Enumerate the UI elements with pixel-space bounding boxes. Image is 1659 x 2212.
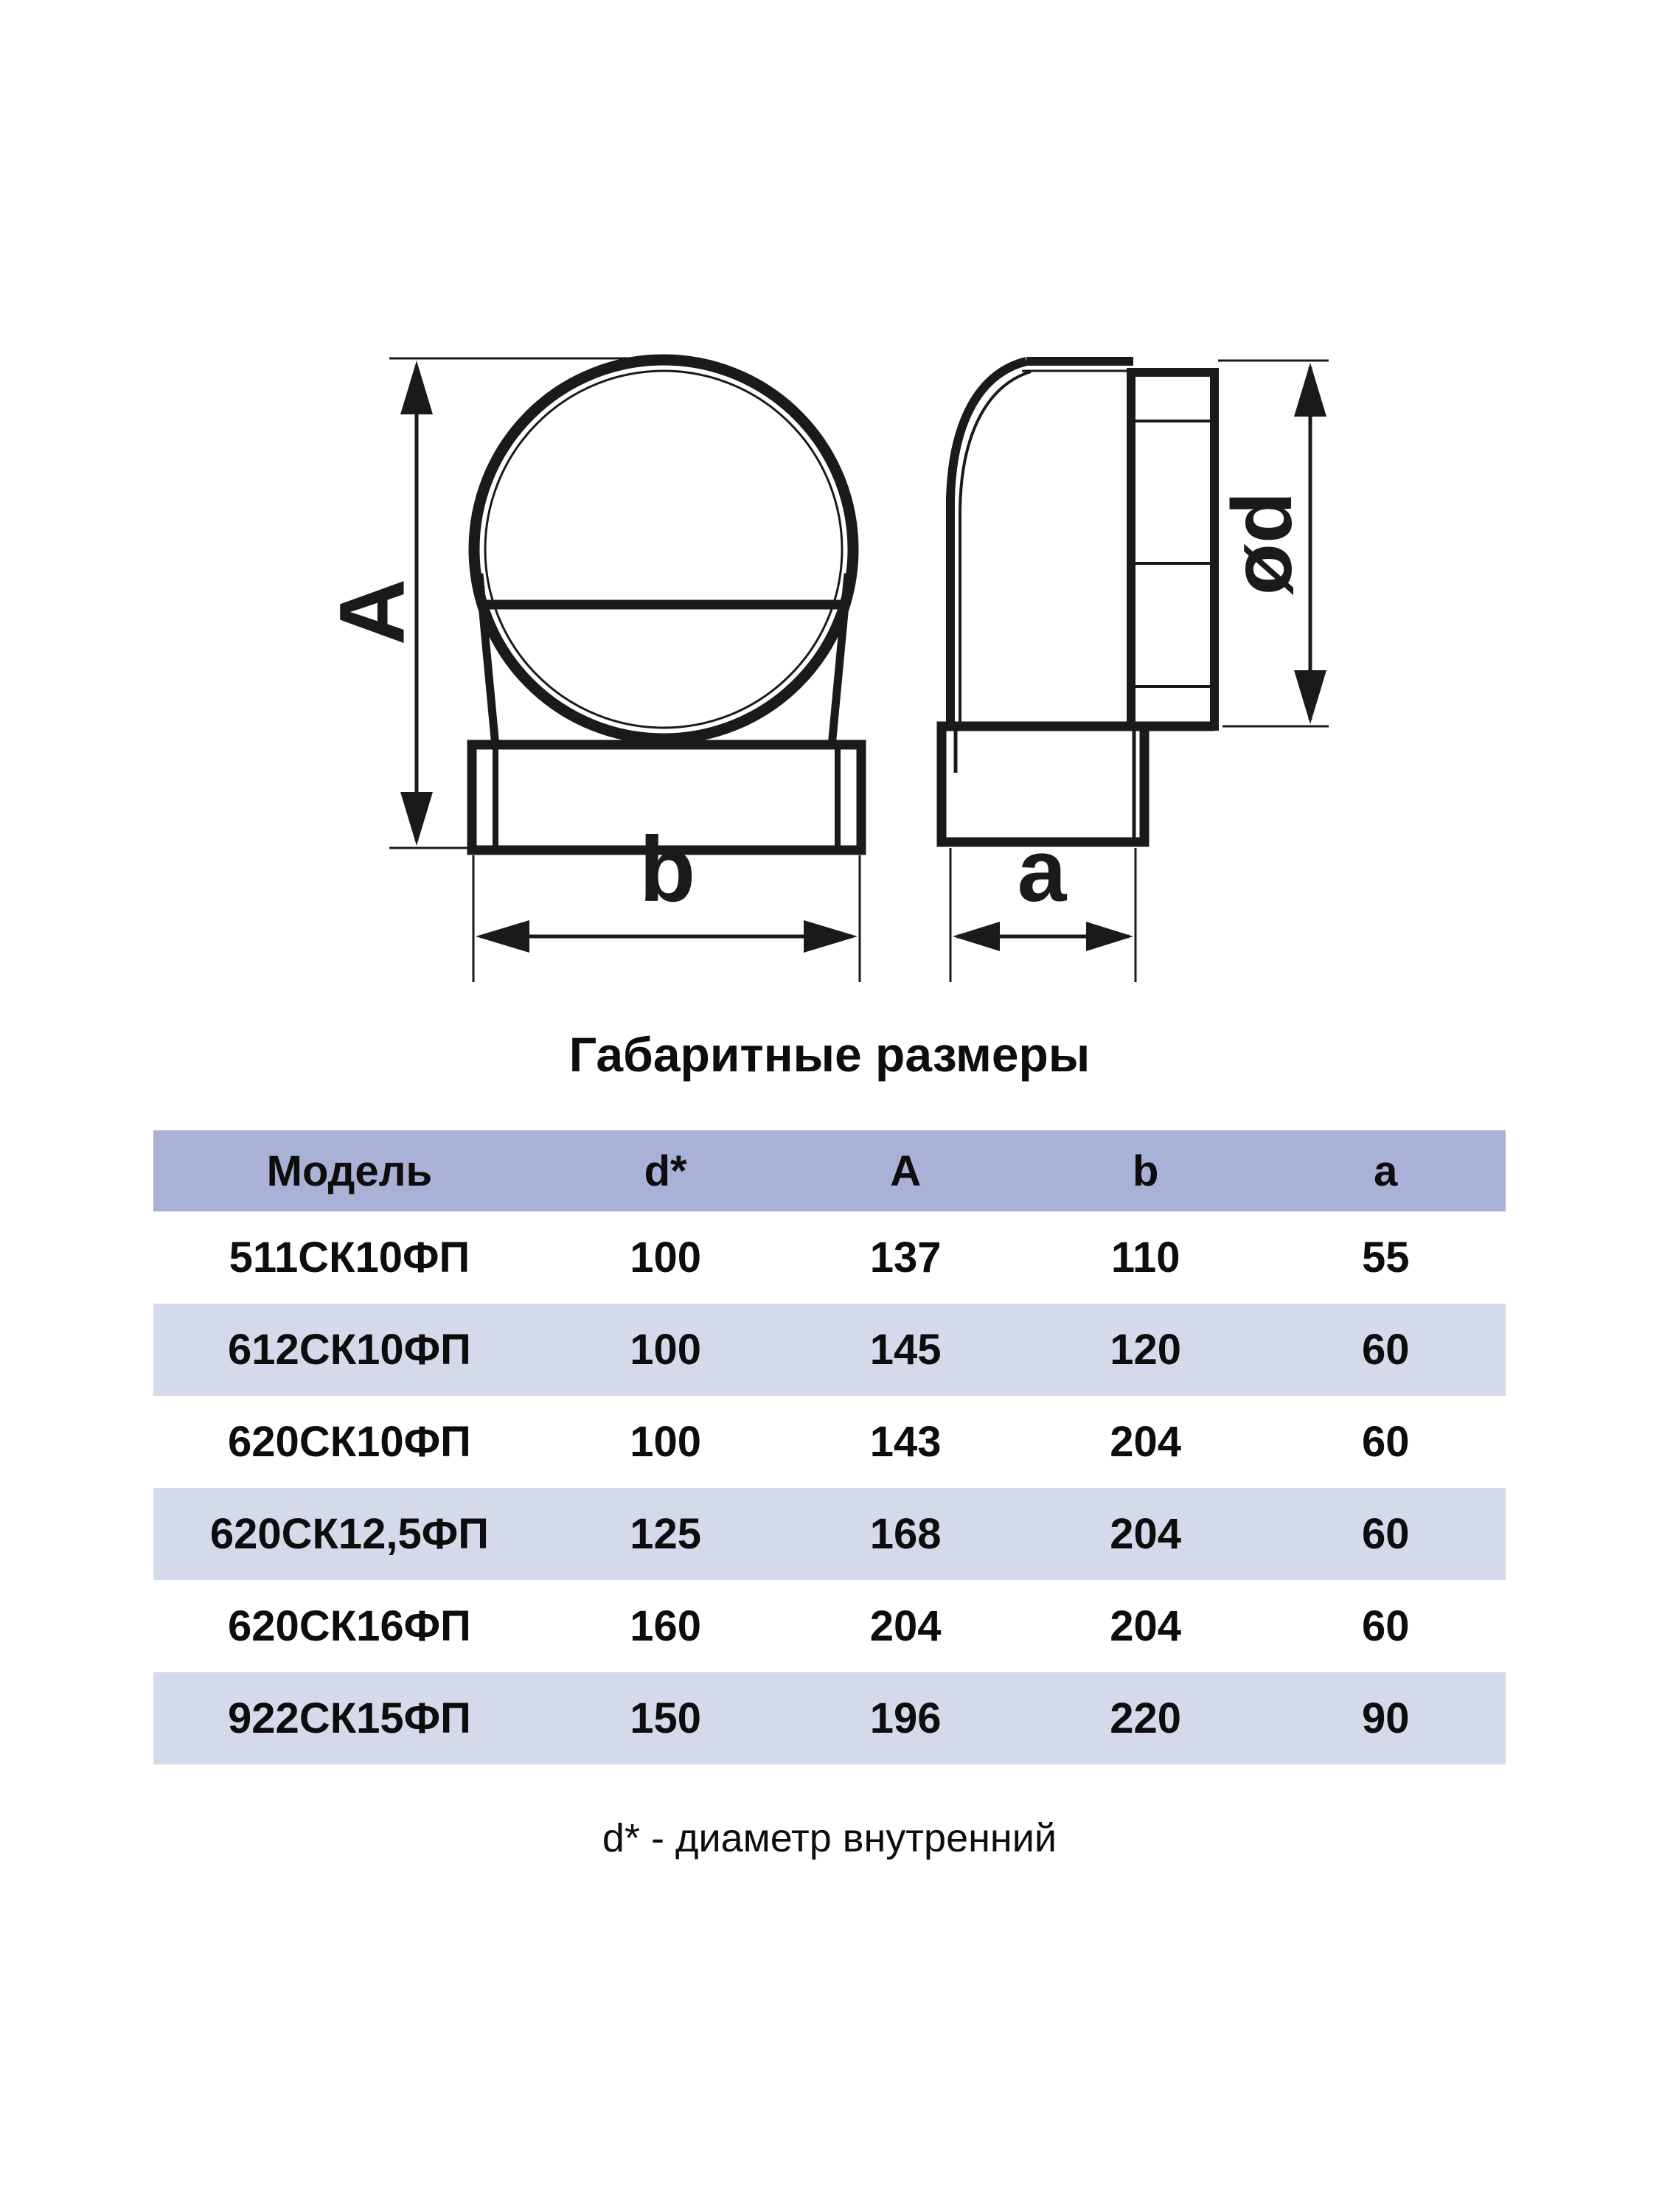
cell-A: 145: [869, 1326, 942, 1374]
cell-a: 60: [1361, 1510, 1410, 1558]
cell-model: 612СК10ФП: [228, 1326, 471, 1374]
dim-a-arrow-right-icon: [1086, 922, 1133, 951]
cell-a: 60: [1361, 1602, 1410, 1650]
cell-d: 160: [630, 1602, 702, 1650]
col-header-model: Модель: [266, 1147, 433, 1195]
cell-A: 143: [869, 1418, 942, 1466]
cell-d: 100: [630, 1326, 702, 1374]
cell-model: 620СК12,5ФП: [209, 1510, 489, 1558]
cell-b: 204: [1110, 1602, 1182, 1650]
cell-model: 511СК10ФП: [229, 1234, 470, 1281]
dim-A-arrow-down-icon: [400, 792, 433, 846]
dim-b-label: b: [639, 818, 696, 921]
cell-A: 204: [869, 1602, 942, 1650]
table-row: [153, 1211, 1506, 1304]
cell-d: 150: [630, 1694, 702, 1742]
col-header-b: b: [1132, 1147, 1159, 1195]
front-collar-outer-circle: [474, 360, 853, 739]
cell-b: 204: [1110, 1418, 1182, 1466]
dim-b-arrow-left-icon: [476, 920, 529, 953]
cell-b: 110: [1110, 1234, 1180, 1281]
cell-b: 220: [1110, 1694, 1182, 1742]
dim-a-arrow-left-icon: [953, 922, 1000, 951]
table-row: [153, 1580, 1506, 1672]
cell-d: 125: [630, 1510, 702, 1558]
cell-model: 620СК16ФП: [228, 1602, 471, 1650]
side-view: [942, 361, 1329, 982]
table-row: [153, 1396, 1506, 1488]
table-row: [153, 1304, 1506, 1396]
side-curve-inner: [960, 372, 1031, 726]
dim-a-label: a: [1017, 821, 1067, 920]
cell-a: 90: [1361, 1694, 1410, 1742]
cell-d: 100: [630, 1418, 702, 1466]
cell-model: 922СК15ФП: [228, 1694, 471, 1742]
table-header-row: [153, 1130, 1506, 1211]
dim-b-arrow-right-icon: [804, 920, 858, 953]
footnote: d* - диаметр внутренний: [602, 1816, 1057, 1860]
dim-A-arrow-up-icon: [400, 361, 433, 414]
dimensions-table: [153, 1130, 1506, 1764]
col-header-d: d*: [644, 1147, 687, 1195]
dim-d-arrow-up-icon: [1294, 363, 1326, 417]
col-header-a: a: [1374, 1147, 1398, 1195]
cell-A: 168: [869, 1510, 942, 1558]
dim-d-label: ød: [1215, 491, 1310, 596]
section-title: Габаритные размеры: [568, 1027, 1091, 1082]
cell-A: 137: [869, 1234, 942, 1281]
side-curve-outer: [950, 361, 1026, 726]
cell-model: 620СК10ФП: [228, 1418, 471, 1466]
front-view: [321, 358, 862, 982]
front-collar-inner-circle: [485, 371, 842, 728]
side-collar-rect: [1131, 372, 1214, 726]
col-header-A: A: [890, 1147, 922, 1195]
dim-A-label: A: [321, 578, 424, 646]
table-row: [153, 1488, 1506, 1580]
cell-a: 55: [1361, 1234, 1410, 1281]
table-row: [153, 1672, 1506, 1764]
cell-b: 120: [1110, 1326, 1182, 1374]
dim-d-arrow-down-icon: [1294, 670, 1326, 724]
cell-b: 204: [1110, 1510, 1182, 1558]
cell-A: 196: [869, 1694, 942, 1742]
cell-a: 60: [1361, 1418, 1410, 1466]
cell-a: 60: [1361, 1326, 1410, 1374]
dimensional-drawing: [0, 0, 1659, 1032]
cell-d: 100: [630, 1234, 702, 1281]
